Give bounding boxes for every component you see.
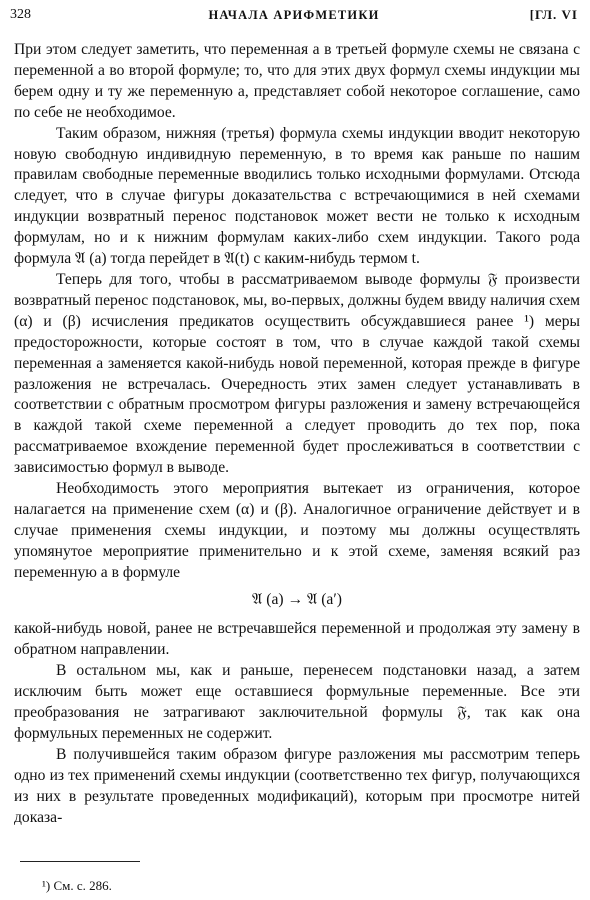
paragraph: Таким образом, нижняя (третья) формула схемы индукции вводит некоторую новую свободную индивидную переменную, в то время как раньше по нашим правилам свободные переменные вводились только исходными формулами. Отсюда следует, что в случае фигуры доказательства с встречающимися в ней схемами индукции возвратный перенос подстановок может вести не только к исходным формулам, но и к нижним формулам каких-либо схем индукции. Такого рода формула 𝔄 (a) тогда перейдет в 𝔄(t) с каким-нибудь термом t. bbox=[14, 124, 580, 268]
footnote: ¹) См. с. 286. bbox=[42, 878, 112, 893]
paragraph: Теперь для того, чтобы в рассматриваемом выводе формулы 𝔉 произвести возвратный перенос подстановок, мы, во-первых, должны будем ввиду наличия схем (α) и (β) исчисления предикатов осуществить обсуждавшиеся ранее ¹) меры предосторожности, которые состоят в том, что в случае каждой такой схемы переменная a заменяется какой-нибудь новой переменной, которая прежде в фигуре разложения не встречалась. Очередность этих замен следует устанавливать в соответствии с обратным просмотром фигуры разложения и замену встречающейся в каждой такой схеме переменной a следует проводить до тех пор, пока рассматриваемое вхождение переменной будет прослеживаться в соответствии с зависимостью формул в выводе. bbox=[14, 270, 581, 477]
running-title: НАЧАЛА АРИФМЕТИКИ bbox=[208, 8, 380, 22]
page-number: 328 bbox=[10, 7, 31, 22]
footnote-rule bbox=[20, 861, 140, 862]
page-body bbox=[14, 40, 580, 829]
paragraph: При этом следует заметить, что переменная a в третьей формуле схемы не связана с переменной a во второй формуле; то, что для этих двух формул схемы индукции мы берем одну и ту же переменную a, представляет собой некоторое соглашение, само по себе не необходимое. bbox=[14, 41, 580, 121]
paragraph: Необходимость этого мероприятия вытекает из ограничения, которое налагается на применение схем (α) и (β). Аналогичное ограничение действует и в случае применения схемы индукции, и поэтому мы должны осуществлять упомянутое мероприятие применительно и к этой схеме, заменяя всякий раз переменную a в формуле bbox=[14, 480, 580, 581]
display-formula: 𝔄 (a) → 𝔄 (a′) bbox=[252, 590, 342, 608]
paragraph: какой-нибудь новой, ранее не встречавшейся переменной и продолжая эту замену в обратном направлении. bbox=[14, 620, 580, 659]
running-header bbox=[10, 5, 578, 27]
chapter-label: [ГЛ. VI bbox=[529, 7, 578, 22]
paragraph: В остальном мы, как и раньше, перенесем подстановки назад, а затем исключим быть может еще оставшиеся формульные переменные. Все эти преобразования не затрагивают заключительной формулы 𝔉, так как она формульных переменных не содержит. bbox=[14, 662, 580, 742]
paragraph: В получившейся таким образом фигуре разложения мы рассмотрим теперь одно из тех применений схемы индукции (соответственно тех фигур, получающихся из них в результате проведенных модификаций), которым при просмотре нитей доказа- bbox=[14, 745, 580, 826]
